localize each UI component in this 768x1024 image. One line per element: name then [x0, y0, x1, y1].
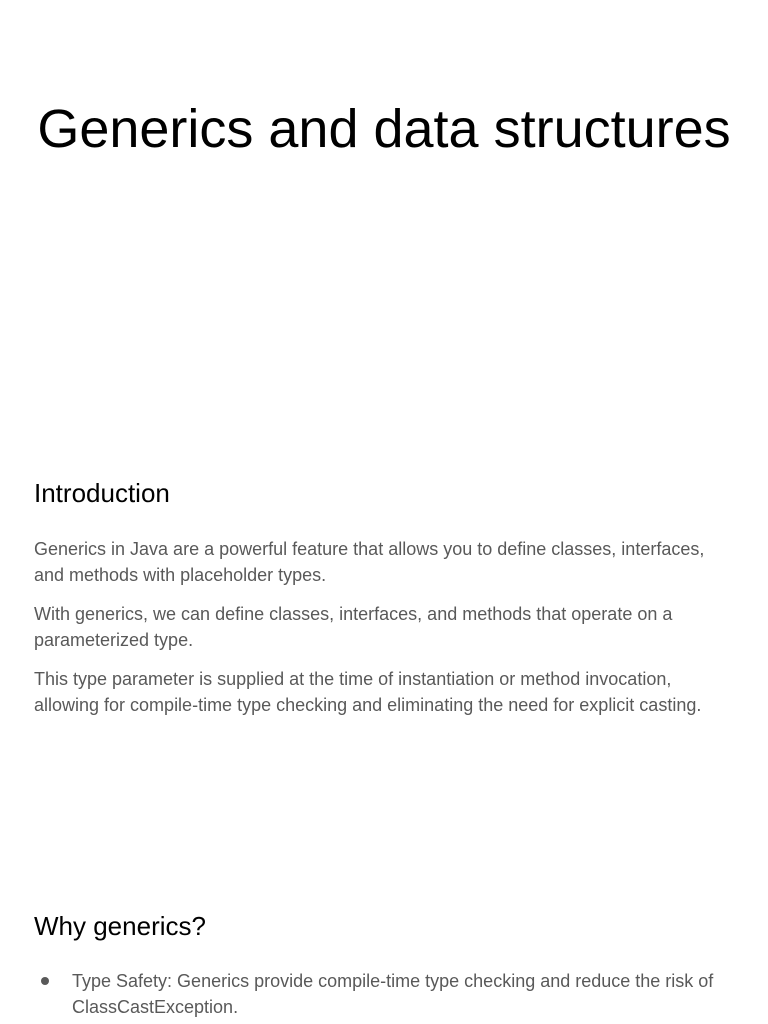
- page-title: Generics and data structures: [37, 99, 731, 159]
- bullet-icon: [41, 977, 49, 985]
- list-item: [34, 968, 744, 1020]
- introduction-paragraph-3: This type parameter is supplied at the time of instantiation or method invocation, allowing for compile-time type checking and eliminating the need for explicit casting.: [34, 669, 702, 715]
- introduction-paragraph-2: With generics, we can define classes, interfaces, and methods that operate on a parameterized type.: [34, 604, 673, 650]
- introduction-paragraph-1: Generics in Java are a powerful feature that allows you to define classes, interfaces, and methods with placeholder types.: [34, 539, 705, 585]
- why-generics-heading: Why generics?: [34, 911, 206, 941]
- introduction-heading: Introduction: [34, 478, 170, 508]
- list-item-text: Type Safety: Generics provide compile-time type checking and reduce the risk of ClassCastException.: [72, 971, 714, 1017]
- introduction-body: [34, 536, 734, 731]
- why-generics-list: [34, 968, 744, 1020]
